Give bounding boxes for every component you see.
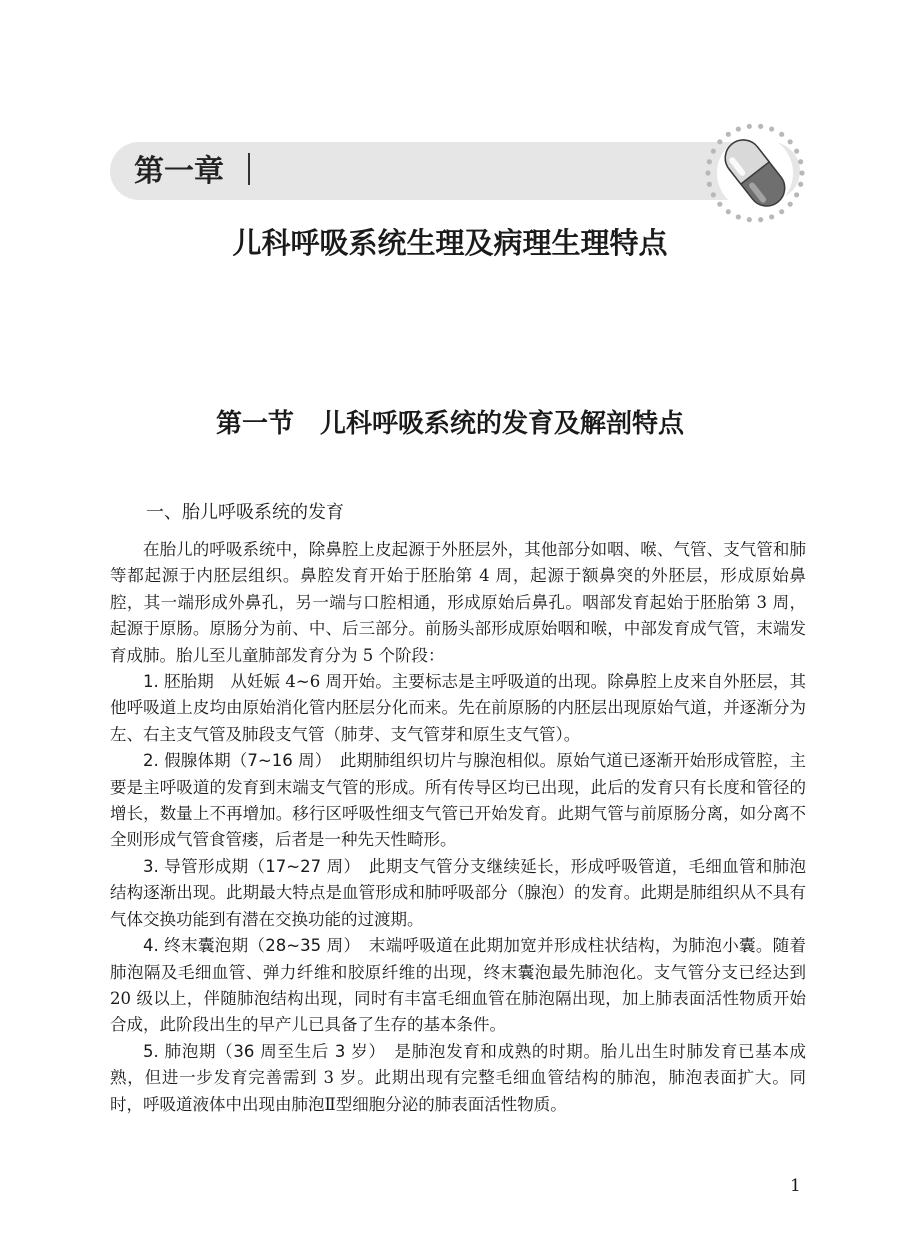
ring-dot <box>717 202 722 207</box>
section-title: 第一节 儿科呼吸系统的发育及解剖特点 <box>215 409 684 439</box>
ring-dot <box>779 209 784 214</box>
capsule-icon <box>700 118 810 228</box>
stage-label: 4. 终末囊泡期（28~35 周） <box>143 936 353 956</box>
stage-paragraph <box>110 933 806 1039</box>
chapter-label: 第一章 <box>134 154 224 189</box>
page-number: 1 <box>790 1176 801 1196</box>
ring-dot <box>798 159 803 164</box>
ring-dot <box>707 182 712 187</box>
stage-paragraph <box>110 669 806 748</box>
body-text <box>110 537 806 1118</box>
stage-text: 从妊娠 4~6 周开始。主要标志是主呼吸道的出现。除鼻腔上皮来自外胚层，其他呼吸道上皮均由原始消化管内胚层分化而来。先在前原肠的内胚层出现原始气道，并逐渐分为左、右主支气管及肺段支气管（肺芽、支气管芽和原生支气管）。 <box>110 672 806 744</box>
ring-dot <box>799 170 804 175</box>
ring-dot <box>769 214 774 219</box>
ring-dot <box>794 149 799 154</box>
ring-dot <box>736 126 741 131</box>
ring-dot <box>788 202 793 207</box>
stage-label: 1. 胚胎期 <box>143 672 214 692</box>
stage-paragraph <box>110 854 806 933</box>
stage-paragraph <box>110 748 806 854</box>
stage-text: 此期肺组织切片与腺泡相似。原始气道已逐渐开始形成管腔，主要是主呼吸道的发育到末端支气管的形成。所有传导区均已出现，此后的发育只有长度和管径的增长，数量上不再增加。移行区呼吸性细支气管已开始发育。此期气管与前原肠分离，如分离不全则形成气管食管瘘，后者是一种先天性畸形。 <box>110 751 806 850</box>
chapter-title: 儿科呼吸系统生理及病理生理特点 <box>232 226 668 260</box>
ring-dot <box>705 170 710 175</box>
ring-dot <box>769 126 774 131</box>
ring-dot <box>758 124 763 129</box>
chapter-divider <box>248 153 250 185</box>
ring-dot <box>726 132 731 137</box>
ring-dot <box>726 209 731 214</box>
stage-label: 5. 肺泡期（36 周至生后 3 岁） <box>143 1041 378 1061</box>
ring-dot <box>747 124 752 129</box>
ring-dot <box>711 192 716 197</box>
stage-text: 是肺泡发育和成熟的时期。胎儿出生时肺发育已基本成熟，但进一步发育完善需到 3 岁。此期出现有完整毛细血管结构的肺泡，肺泡表面扩大。同时，呼吸道液体中出现由肺泡Ⅱ型细胞分泌的肺表面活性物质。 <box>110 1041 806 1114</box>
ring-dot <box>711 149 716 154</box>
stage-label: 3. 导管形成期（17~27 周） <box>143 856 353 876</box>
stage-label: 2. 假腺体期（7~16 周） <box>143 751 324 771</box>
ring-dot <box>717 139 722 144</box>
ring-dot <box>798 182 803 187</box>
ring-dot <box>736 214 741 219</box>
stage-text: 末端呼吸道在此期加宽并形成柱状结构，为肺泡小囊。随着肺泡隔及毛细血管、弹力纤维和胶原纤维的出现，终末囊泡最先肺泡化。支气管分支已经达到 20 级以上，伴随肺泡结构出现，同时有丰富毛细血管在肺泡隔出现，加上肺表面活性物质开始合成，此阶段出生的早产儿已具备了生存的基本条件。 <box>110 936 806 1035</box>
stage-paragraph <box>110 1039 806 1118</box>
ring-dot <box>707 159 712 164</box>
ring-dot <box>779 132 784 137</box>
stage-text: 此期支气管分支继续延长，形成呼吸管道，毛细血管和肺泡结构逐渐出现。此期最大特点是血管形成和肺呼吸部分（腺泡）的发育。此期是肺组织从不具有气体交换功能到有潜在交换功能的过渡期。 <box>110 856 806 929</box>
subsection-title: 一、胎儿呼吸系统的发育 <box>146 502 344 523</box>
ring-dot <box>788 139 793 144</box>
intro-paragraph: 在胎儿的呼吸系统中，除鼻腔上皮起源于外胚层外，其他部分如咽、喉、气管、支气管和肺等都起源于内胚层组织。鼻腔发育开始于胚胎第 4 周，起源于额鼻突的外胚层，形成原始鼻腔，其一端形成外鼻孔，另一端与口腔相通，形成原始后鼻孔。咽部发育起始于胚胎第 3 周，起源于原肠。原肠分为前、中、后三部分。前肠头部形成原始咽和喉，中部发育成气管，末端发育成肺。胎儿至儿童肺部发育分为 5 个阶段： <box>110 540 806 665</box>
ring-dot <box>794 192 799 197</box>
